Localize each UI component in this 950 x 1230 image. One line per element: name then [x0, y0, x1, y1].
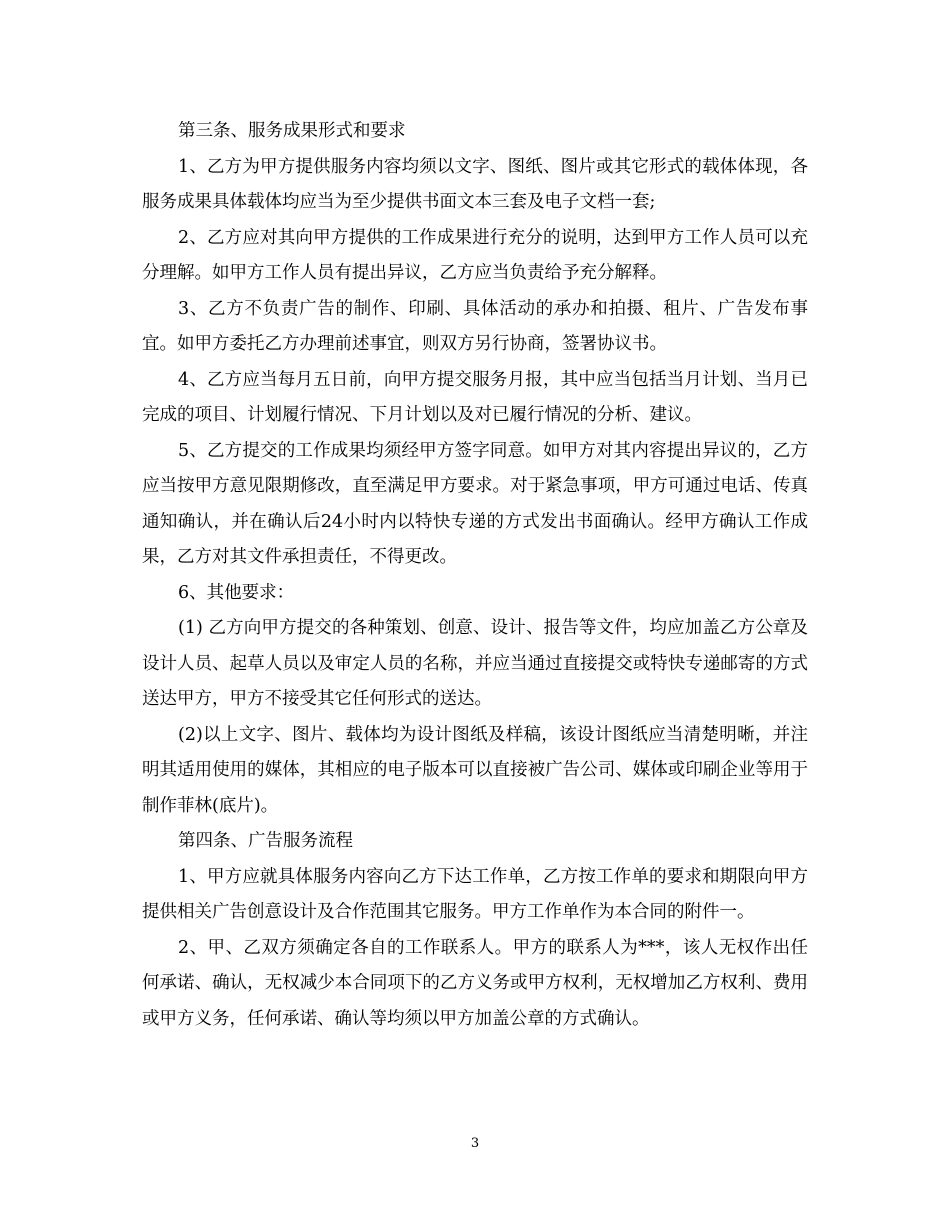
paragraph: 3、乙方不负责广告的制作、印刷、具体活动的承办和拍摄、租片、广告发布事宜。如甲方委托乙方办理前述事宜，则双方另行协商，签署协议书。: [142, 298, 808, 354]
paragraph: (2)以上文字、图片、载体均为设计图纸及样稿，该设计图纸应当清楚明晰，并注明其适用使用的媒体，其相应的电子版本可以直接被广告公司、媒体或印刷企业等用于制作菲林(底片)。: [142, 724, 808, 816]
paragraph: 5、乙方提交的工作成果均须经甲方签字同意。如甲方对其内容提出异议的，乙方应当按甲方意见限期修改，直至满足甲方要求。对于紧急事项，甲方可通过电话、传真通知确认，并在确认后24小时内以特快专递的方式发出书面确认。经甲方确认工作成果，乙方对其文件承担责任，不得更改。: [142, 440, 808, 567]
document-body: [142, 114, 808, 1037]
section-heading-article-4: 第四条、广告服务流程: [178, 831, 353, 851]
section-heading-article-3: 第三条、服务成果形式和要求: [178, 121, 406, 141]
paragraph: 2、乙方应对其向甲方提供的工作成果进行充分的说明，达到甲方工作人员可以充分理解。如甲方工作人员有提出异议，乙方应当负责给予充分解释。: [142, 227, 808, 283]
page-number: 3: [470, 1136, 480, 1151]
paragraph: (1) 乙方向甲方提交的各种策划、创意、设计、报告等文件，均应加盖乙方公章及设计人员、起草人员以及审定人员的名称，并应当通过直接提交或特快专递邮寄的方式送达甲方，甲方不接受其它任何形式的送达。: [142, 618, 808, 709]
paragraph: 1、乙方为甲方提供服务内容均须以文字、图纸、图片或其它形式的载体体现，各服务成果具体载体均应当为至少提供书面文本三套及电子文档一套;: [142, 156, 808, 212]
paragraph: 1、甲方应就具体服务内容向乙方下达工作单，乙方按工作单的要求和期限向甲方提供相关广告创意设计及合作范围其它服务。甲方工作单作为本合同的附件一。: [142, 866, 808, 922]
paragraph: 6、其他要求：: [178, 582, 295, 603]
paragraph: 4、乙方应当每月五日前，向甲方提交服务月报，其中应当包括当月计划、当月已完成的项目、计划履行情况、下月计划以及对已履行情况的分析、建议。: [142, 369, 808, 425]
paragraph: 2、甲、乙双方须确定各自的工作联系人。甲方的联系人为***，该人无权作出任何承诺、确认，无权减少本合同项下的乙方义务或甲方权利，无权增加乙方权利、费用或甲方义务，任何承诺、确认等均须以甲方加盖公章的方式确认。: [142, 937, 808, 1029]
